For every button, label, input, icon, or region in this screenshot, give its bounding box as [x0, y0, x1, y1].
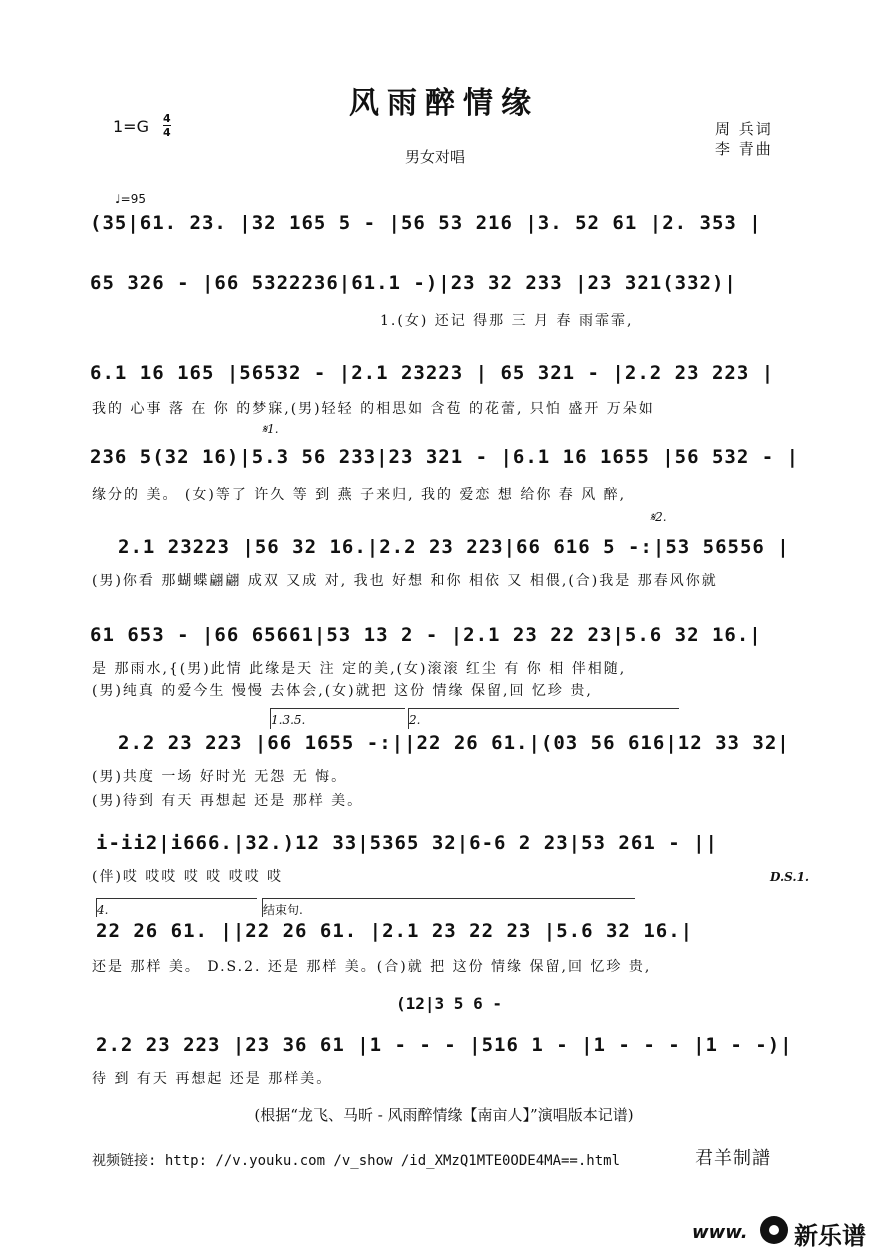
song-title: 风雨醉情缘 [349, 86, 539, 121]
lyricist-credit: 周 兵词 [715, 120, 773, 138]
segno-1: 𝄋1. [262, 422, 279, 436]
site-logo-icon [760, 1216, 788, 1244]
site-brand: 新乐谱 [794, 1222, 866, 1250]
ending-bracket [262, 898, 635, 917]
score-line-1 [90, 212, 810, 246]
lyrics-line-6b: (男)纯真 的爱今生 慢慢 去体会,(女)就把 这份 情缘 保留,回 忆珍 贵, [92, 683, 593, 699]
composer-credit: 李 青曲 [715, 140, 773, 158]
score-line-5 [118, 536, 838, 570]
ending-label: 结束句. [263, 903, 303, 917]
notes-line-7: 2.2 23 223 |66 1655 -:||22 26 61.|(03 56 616|12 33 32| [118, 732, 790, 754]
lyrics-line-7a: (男)共度 一场 好时光 无怨 无 悔。 [92, 769, 348, 785]
time-signature [163, 112, 171, 139]
volta-bracket-2 [408, 708, 679, 729]
score-line-9 [96, 920, 816, 954]
notes-line-6: 61 653 - |66 65661|53 13 2 - |2.1 23 22 23|5.6 32 16.| [90, 624, 762, 646]
ending-cue-notes: (12|3 5 6 - [396, 994, 502, 1013]
volta-bracket-1 [270, 708, 405, 729]
key-signature: 1=G [113, 117, 149, 136]
score-line-3 [90, 362, 810, 396]
score-line-6 [90, 624, 810, 658]
source-note: (根据“龙飞、马昕 - 风雨醉情缘【南亩人】”演唱版本记谱) [254, 1106, 634, 1124]
score-line-7 [118, 732, 838, 766]
lyrics-line-7b: (男)待到 有天 再想起 还是 那样 美。 [92, 793, 364, 809]
lyrics-line-8: (伴)哎 哎哎 哎 哎 哎哎 哎 [92, 869, 284, 885]
lyrics-line-6a: 是 那雨水,{(男)此情 此缘是天 注 定的美,(女)滚滚 红尘 有 你 相 伴相随, [92, 661, 627, 677]
lyrics-line-3: 我的 心事 落 在 你 的梦寐,(男)轻轻 的相思如 含苞 的花蕾, 只怕 盛开 万朵如 [92, 401, 655, 417]
meter-top: 4 [163, 112, 171, 125]
notes-line-10: 2.2 23 223 |23 36 61 |1 - - - |516 1 - |1 - - - |1 - -)| [96, 1034, 793, 1056]
notes-line-9: 22 26 61. ||22 26 61. |2.1 23 22 23 |5.6 32 16.| [96, 920, 694, 942]
lyrics-line-2: 1.(女) 还记 得那 三 月 春 雨霏霏, [380, 313, 634, 329]
notes-line-3: 6.1 16 165 |56532 - |2.1 23223 | 65 321 - |2.2 23 223 | [90, 362, 775, 384]
notes-line-8: i-ii2|i666.|32.)12 33|5365 32|6-6 2 23|53 261 - || [96, 832, 718, 854]
notes-line-2: 65 326 - |66 5322236|61.1 -)|23 32 233 |23 321(332)| [90, 272, 737, 294]
segno-2: 𝄋2. [650, 510, 667, 524]
ds1-mark: D.S.1. [770, 870, 810, 884]
lyrics-line-9: 还是 那样 美。 D.S.2. 还是 那样 美。(合)就 把 这份 情缘 保留,回 忆珍 贵, [92, 959, 652, 975]
volta-label-1: 1.3.5. [271, 713, 306, 727]
lyrics-line-4: 缘分的 美。 (女)等了 许久 等 到 燕 子来归, 我的 爱恋 想 给你 春 风 醉, [92, 487, 627, 503]
score-line-2 [90, 272, 810, 306]
song-subtitle: 男女对唱 [405, 148, 466, 166]
volta-label-3: 4. [97, 903, 109, 917]
tempo-mark: ♩=95 [115, 192, 146, 206]
notes-line-1: (35|61. 23. |32 165 5 - |56 53 216 |3. 52 61 |2. 353 | [90, 212, 762, 234]
video-link: 视频链接: http: //v.youku.com /v_show /id_XMzQ1MTE0ODE4MA==.html [92, 1153, 621, 1169]
notes-line-4: 236 5(32 16)|5.3 56 233|23 321 - |6.1 16 1655 |56 532 - | [90, 446, 800, 468]
transcriber-signature: 君羊制譜 [695, 1148, 771, 1169]
notes-line-5: 2.1 23223 |56 32 16.|2.2 23 223|66 616 5 -:|53 56556 | [118, 536, 790, 558]
score-line-8 [96, 832, 816, 866]
lyrics-line-10: 待 到 有天 再想起 还是 那样美。 [92, 1071, 333, 1087]
score-line-10 [96, 1034, 816, 1068]
score-line-4 [90, 446, 810, 480]
site-prefix: www. [692, 1222, 748, 1243]
volta-label-2: 2. [409, 713, 421, 727]
lyrics-line-5: (男)你看 那蝴蝶翩翩 成双 又成 对, 我也 好想 和你 相依 又 相偎,(合)我是 那春风你就 [92, 573, 718, 589]
meter-bottom: 4 [163, 126, 171, 139]
volta-bracket-3 [96, 898, 257, 917]
